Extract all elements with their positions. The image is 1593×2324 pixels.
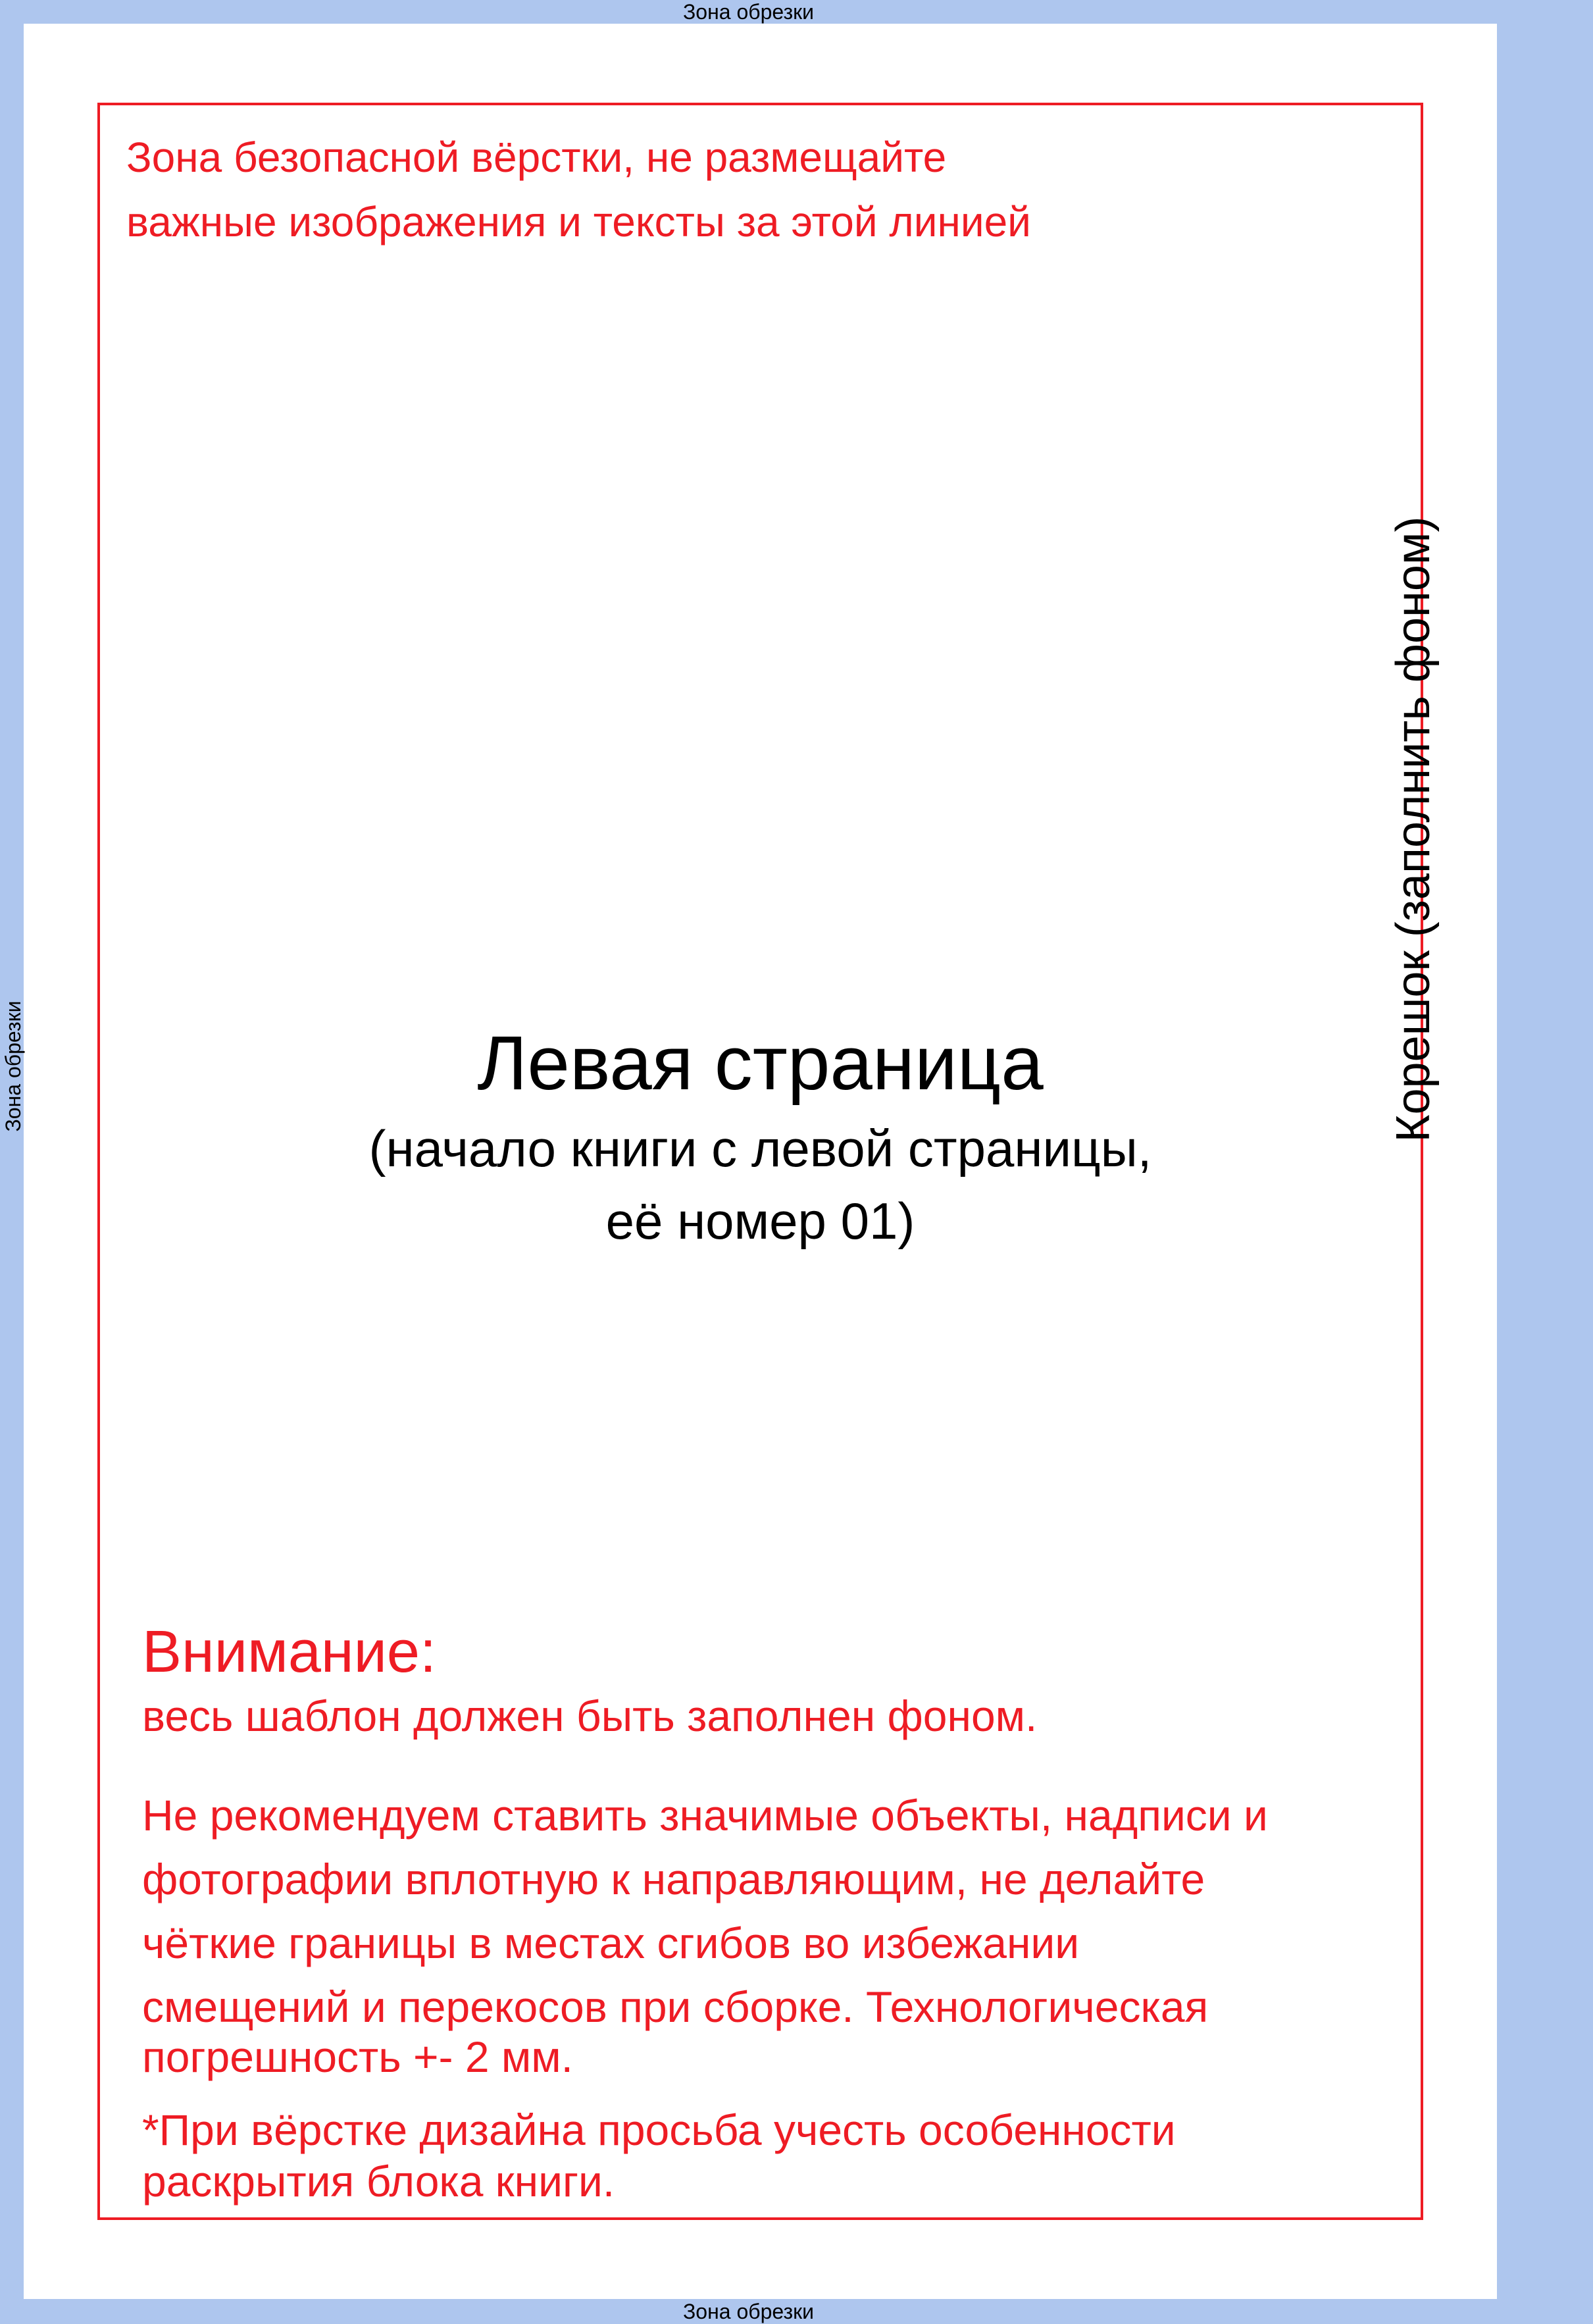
recommendation-line-1: Не рекомендуем ставить значимые объекты, надписи и	[142, 1791, 1268, 1840]
page-subtitle-line-2: её номер 01)	[605, 1192, 915, 1250]
bleed-label-bottom: Зона обрезки	[682, 2300, 815, 2323]
safe-zone-note-line-2: важные изображения и тексты за этой линией	[126, 198, 1031, 245]
page-title: Левая страница	[477, 1020, 1044, 1106]
footnote-line-1: *При вёрстке дизайна просьба учесть особенности	[142, 2105, 1176, 2154]
page-subtitle-line-1: (начало книги с левой страницы,	[368, 1120, 1152, 1177]
recommendation-block	[142, 1784, 1425, 2039]
warning-block	[142, 1616, 1425, 1743]
safe-zone-note	[126, 125, 1377, 254]
warning-text: весь шаблон должен быть заполнен фоном.	[142, 1691, 1038, 1740]
recommendation-line-3: чёткие границы в местах сгибов во избежании	[142, 1919, 1080, 1967]
spine-label: Корешок (заполнить фоном)	[1387, 516, 1440, 1143]
bleed-label-top: Зона обрезки	[682, 0, 815, 24]
recommendation-line-5: погрешность +- 2 мм.	[142, 2032, 573, 2081]
footnote-line-2: раскрытия блока книги.	[142, 2157, 615, 2206]
bleed-label-left: Зона обрезки	[1, 1000, 25, 1132]
page-title-block	[24, 1014, 1497, 1257]
recommendation-line-2: фотографии вплотную к направляющим, не делайте	[142, 1855, 1205, 1903]
recommendation-line-4: смещений и перекосов при сборке. Технологическая	[142, 1982, 1209, 2031]
footnote-block	[142, 2104, 1425, 2207]
safe-zone-note-line-1: Зона безопасной вёрстки, не размещайте	[126, 134, 947, 181]
warning-title: Внимание:	[142, 1619, 436, 1685]
